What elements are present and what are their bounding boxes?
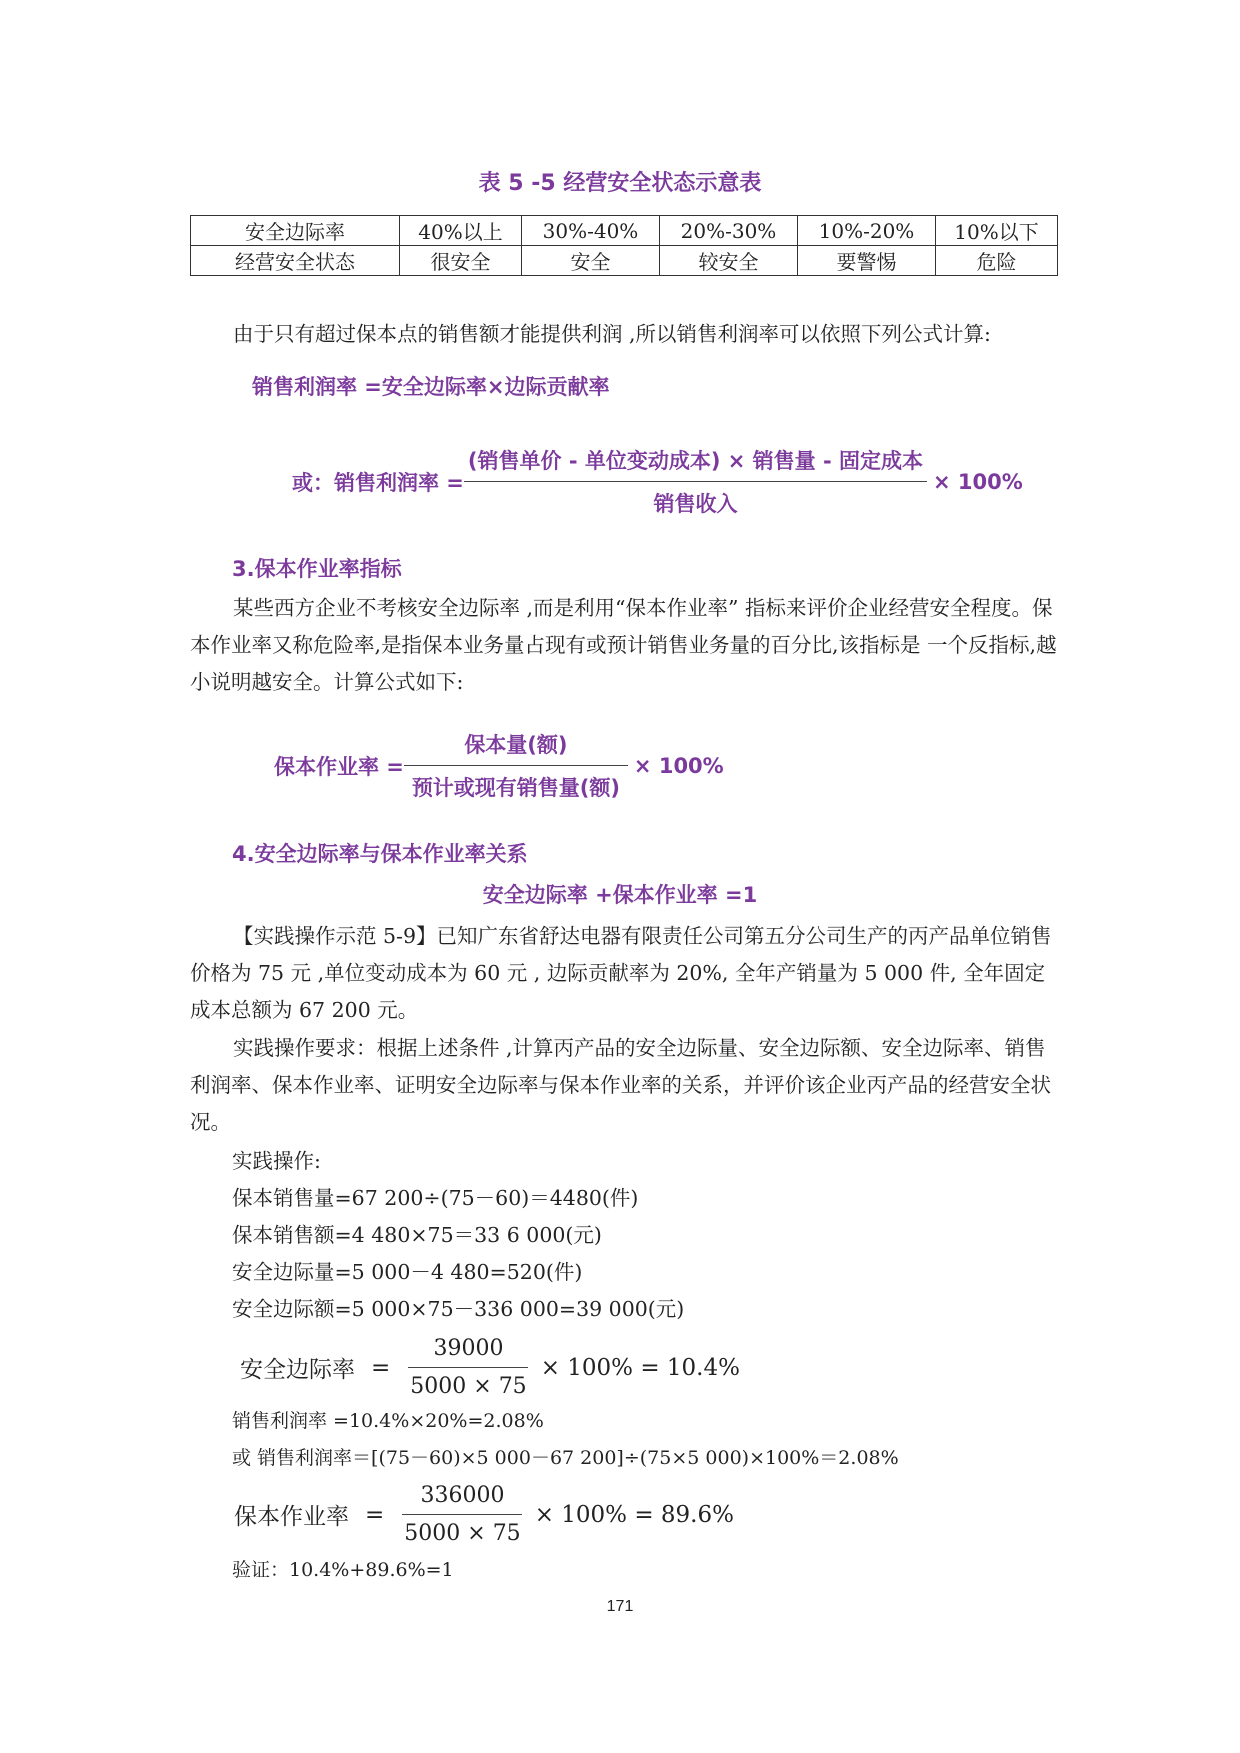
formula-suffix: × 100%: [933, 469, 1023, 494]
table-cell: 较安全: [659, 246, 797, 276]
section-heading: 4.安全边际率与保本作业率关系: [232, 842, 528, 866]
fraction-denominator: 5000 × 75: [404, 1521, 521, 1546]
table-cell: 要警惕: [797, 246, 935, 276]
table-cell: 10%-20%: [797, 216, 935, 246]
calc-line: 销售利润率 =10.4%×20%=2.08%: [232, 1410, 544, 1432]
fraction-denominator: 销售收入: [653, 492, 738, 516]
table-row: [191, 216, 1058, 246]
table-cell: 40%以上: [400, 216, 522, 246]
verify-line: 验证：10.4%+89.6%=1: [232, 1559, 454, 1581]
fraction-numerator: (销售单价 - 单位变动成本) × 销售量 - 固定成本: [464, 445, 927, 482]
table-cell: 30%-40%: [521, 216, 659, 246]
breakeven-rate-formula: [234, 1483, 734, 1546]
fraction-denominator: 预计或现有销售量(额): [411, 776, 621, 800]
section-heading: 3.保本作业率指标: [232, 557, 402, 581]
fraction-numerator: 39000: [408, 1336, 528, 1368]
calc-line: 安全边际量=5 000－4 480=520(件): [232, 1260, 583, 1284]
equals-sign: =: [365, 1501, 385, 1528]
fraction: [404, 729, 628, 802]
formula-suffix: × 100%: [633, 753, 724, 778]
fraction: [406, 1336, 530, 1399]
formula-label: 保本作业率: [234, 1504, 349, 1530]
calc-line: 保本销售额=4 480×75＝33 6 000(元): [232, 1223, 602, 1247]
formula-profit-rate: 销售利润率 =安全边际率×边际贡献率: [252, 375, 610, 399]
formula-tail: × 100% = 10.4%: [540, 1354, 740, 1381]
table-cell: 20%-30%: [659, 216, 797, 246]
fraction-numerator: 336000: [402, 1483, 522, 1515]
formula-profit-rate-alt: [292, 445, 1023, 518]
table-cell: 10%以下: [935, 216, 1057, 246]
formula-prefix: 或：销售利润率 =: [292, 470, 464, 495]
table-row: [191, 246, 1058, 276]
section3-paragraph: 某些西方企业不考核安全边际率 ,而是利用“保本作业率” 指标来评价企业经营安全程度。保本作业率又称危险率,是指保本业务量占现有或预计销售业务量的百分比,该指标是 一个反指标,越小说明越安全。计算公式如下:: [190, 596, 1057, 694]
page-number: 171: [606, 1598, 634, 1615]
calc-line: 安全边际额=5 000×75－336 000=39 000(元): [232, 1297, 685, 1321]
table-cell: 安全边际率: [191, 216, 400, 246]
equals-sign: =: [371, 1354, 391, 1381]
formula-label: 安全边际率: [240, 1357, 355, 1383]
fraction-denominator: 5000 × 75: [410, 1374, 527, 1399]
calc-line: 保本销售量=67 200÷(75－60)＝4480(件): [232, 1186, 639, 1210]
formula-tail: × 100% = 89.6%: [534, 1501, 734, 1528]
table-cell: 危险: [935, 246, 1057, 276]
fraction-numerator: 保本量(额): [404, 729, 628, 766]
relation-equation: 安全边际率 +保本作业率 =1: [482, 883, 758, 907]
formula-prefix: 保本作业率 =: [274, 754, 404, 779]
ops-label: 实践操作:: [232, 1149, 321, 1173]
safety-state-table: [190, 215, 1058, 276]
margin-rate-formula: [240, 1336, 740, 1399]
table-title: 表 5 -5 经营安全状态示意表: [478, 171, 762, 196]
calc-line: 或 销售利润率＝[(75－60)×5 000－67 200]÷(75×5 000)×100%＝2.08%: [232, 1447, 899, 1469]
table-cell: 经营安全状态: [191, 246, 400, 276]
table-cell: 安全: [521, 246, 659, 276]
fraction: [464, 445, 927, 518]
example-paragraph: 【实践操作示范 5-9】已知广东省舒达电器有限责任公司第五分公司生产的丙产品单位销售价格为 75 元 ,单位变动成本为 60 元 , 边际贡献率为 20%, 全年产销量为 5 000 件, 全年固定成本总额为 67 200 元。: [190, 924, 1052, 1022]
formula-breakeven-rate: [274, 729, 724, 802]
requirement-paragraph: 实践操作要求：根据上述条件 ,计算丙产品的安全边际量、安全边际额、安全边际率、销售利润率、保本作业率、证明安全边际率与保本作业率的关系，并评价该企业丙产品的经营安全状况。: [190, 1036, 1051, 1134]
fraction: [400, 1483, 524, 1546]
table-cell: 很安全: [400, 246, 522, 276]
intro-paragraph: 由于只有超过保本点的销售额才能提供利润 ,所以销售利润率可以依照下列公式计算:: [233, 322, 991, 346]
